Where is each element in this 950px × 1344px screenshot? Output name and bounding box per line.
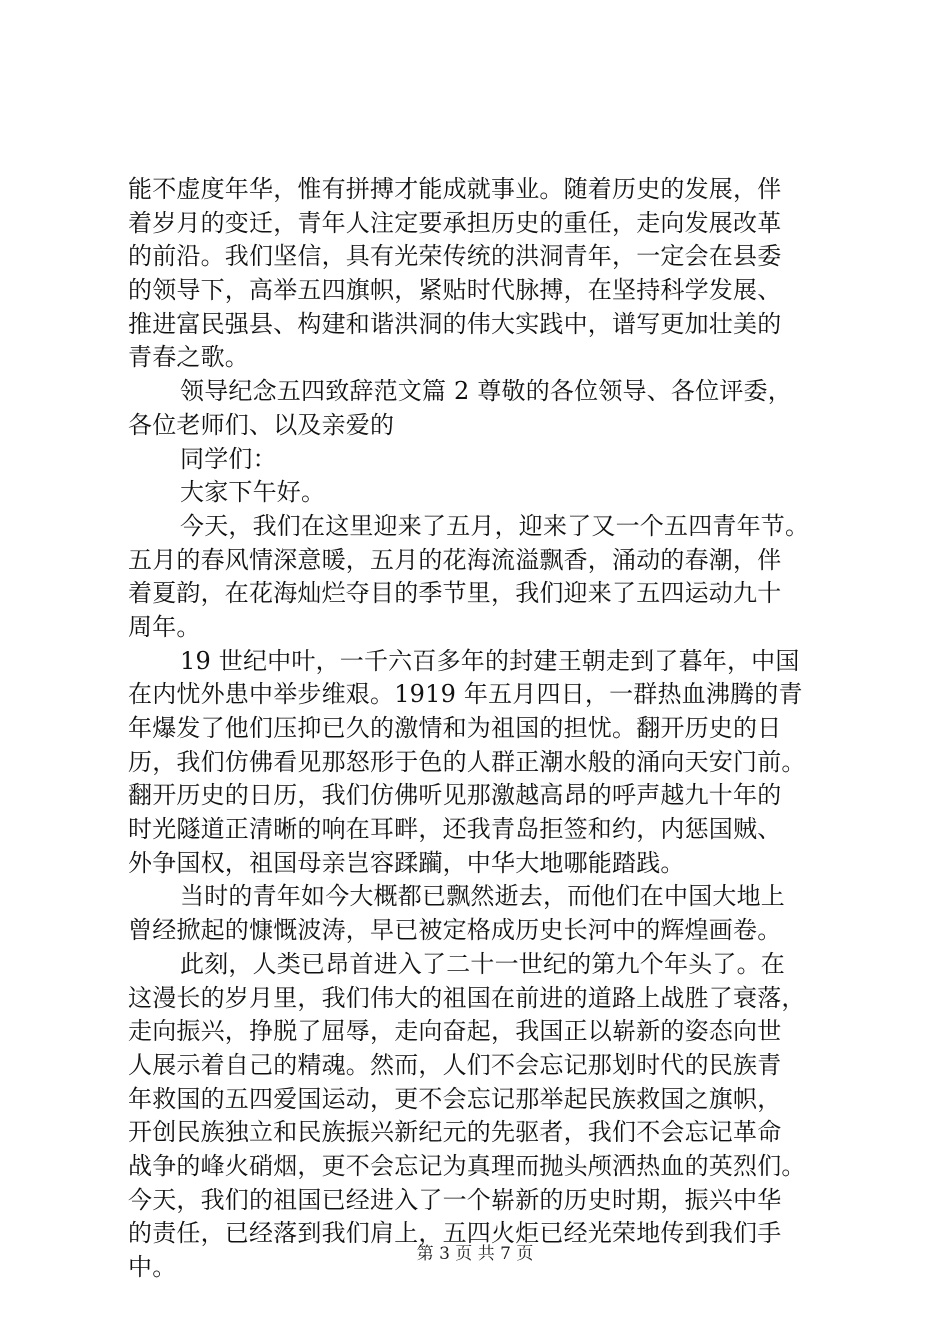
text-line: 周年。 xyxy=(128,612,201,641)
text-line: 各位老师们、以及亲爱的 xyxy=(128,410,395,439)
text-line: 19 世纪中叶，一千六百多年的封建王朝走到了暮年，中国 xyxy=(180,646,800,675)
document-body xyxy=(128,173,843,1285)
text-line: 年救国的五四爱国运动，更不会忘记那举起民族救国之旗帜， xyxy=(128,1084,782,1113)
text-line: 同学们： xyxy=(180,444,277,473)
text-line: 历，我们仿佛看见那怒形于色的人群正潮水般的涌向天安门前。 xyxy=(128,747,806,776)
text-line: 今天，我们的祖国已经进入了一个崭新的历史时期，振兴中华 xyxy=(128,1185,782,1214)
text-line: 人展示着自己的精魂。然而，人们不会忘记那划时代的民族青 xyxy=(128,1050,782,1079)
text-line: 的领导下，高举五四旗帜，紧贴时代脉搏，在坚持科学发展、 xyxy=(128,276,782,305)
page-footer: 第 3 页 共 7 页 xyxy=(416,1244,534,1264)
text-line: 翻开历史的日历，我们仿佛听见那激越高昂的呼声越九十年的 xyxy=(128,781,782,810)
text-line: 领导纪念五四致辞范文篇 2 尊敬的各位领导、各位评委， xyxy=(180,377,792,406)
text-line: 着岁月的变迁，青年人注定要承担历史的重任，走向发展改革 xyxy=(128,208,782,237)
text-line: 在内忧外患中举步维艰。1919 年五月四日，一群热血沸腾的青 xyxy=(128,680,803,709)
text-line: 推进富民强县、构建和谐洪洞的伟大实践中，谱写更加壮美的 xyxy=(128,309,782,338)
text-line: 开创民族独立和民族振兴新纪元的先驱者，我们不会忘记革命 xyxy=(128,1118,782,1147)
text-line: 曾经掀起的慷慨波涛，早已被定格成历史长河中的辉煌画卷。 xyxy=(128,916,782,945)
text-line: 此刻，人类已昂首进入了二十一世纪的第九个年头了。在 xyxy=(180,949,785,978)
text-line: 今天，我们在这里迎来了五月，迎来了又一个五四青年节。 xyxy=(180,511,810,540)
text-line: 中。 xyxy=(128,1253,177,1281)
text-line: 大家下午好。 xyxy=(180,478,326,507)
text-line: 走向振兴，挣脱了屈辱，走向奋起，我国正以崭新的姿态向世 xyxy=(128,1017,782,1046)
text-line: 当时的青年如今大概都已飘然逝去，而他们在中国大地上 xyxy=(180,882,785,911)
text-line: 五月的春风情深意暖，五月的花海流溢飘香，涌动的春潮，伴 xyxy=(128,545,782,574)
text-line: 战争的峰火硝烟，更不会忘记为真理而抛头颅洒热血的英烈们。 xyxy=(128,1151,806,1180)
text-line: 着夏韵，在花海灿烂夺目的季节里，我们迎来了五四运动九十 xyxy=(128,579,782,608)
text-line: 的前沿。我们坚信，具有光荣传统的洪洞青年，一定会在县委 xyxy=(128,242,782,271)
text-line: 外争国权，祖国母亲岂容蹂躏，中华大地哪能踏践。 xyxy=(128,848,685,877)
text-line: 能不虚度年华，惟有拼搏才能成就事业。随着历史的发展，伴 xyxy=(128,175,782,203)
text-line: 的责任，已经落到我们肩上，五四火炬已经光荣地传到我们手 xyxy=(128,1219,782,1248)
text-line: 时光隧道正清晰的响在耳畔，还我青岛拒签和约，内惩国贼、 xyxy=(128,815,782,844)
text-line: 年爆发了他们压抑已久的激情和为祖国的担忧。翻开历史的日 xyxy=(128,714,782,742)
text-line: 这漫长的岁月里，我们伟大的祖国在前进的道路上战胜了衰落， xyxy=(128,983,806,1012)
text-line: 青春之歌。 xyxy=(128,343,249,372)
